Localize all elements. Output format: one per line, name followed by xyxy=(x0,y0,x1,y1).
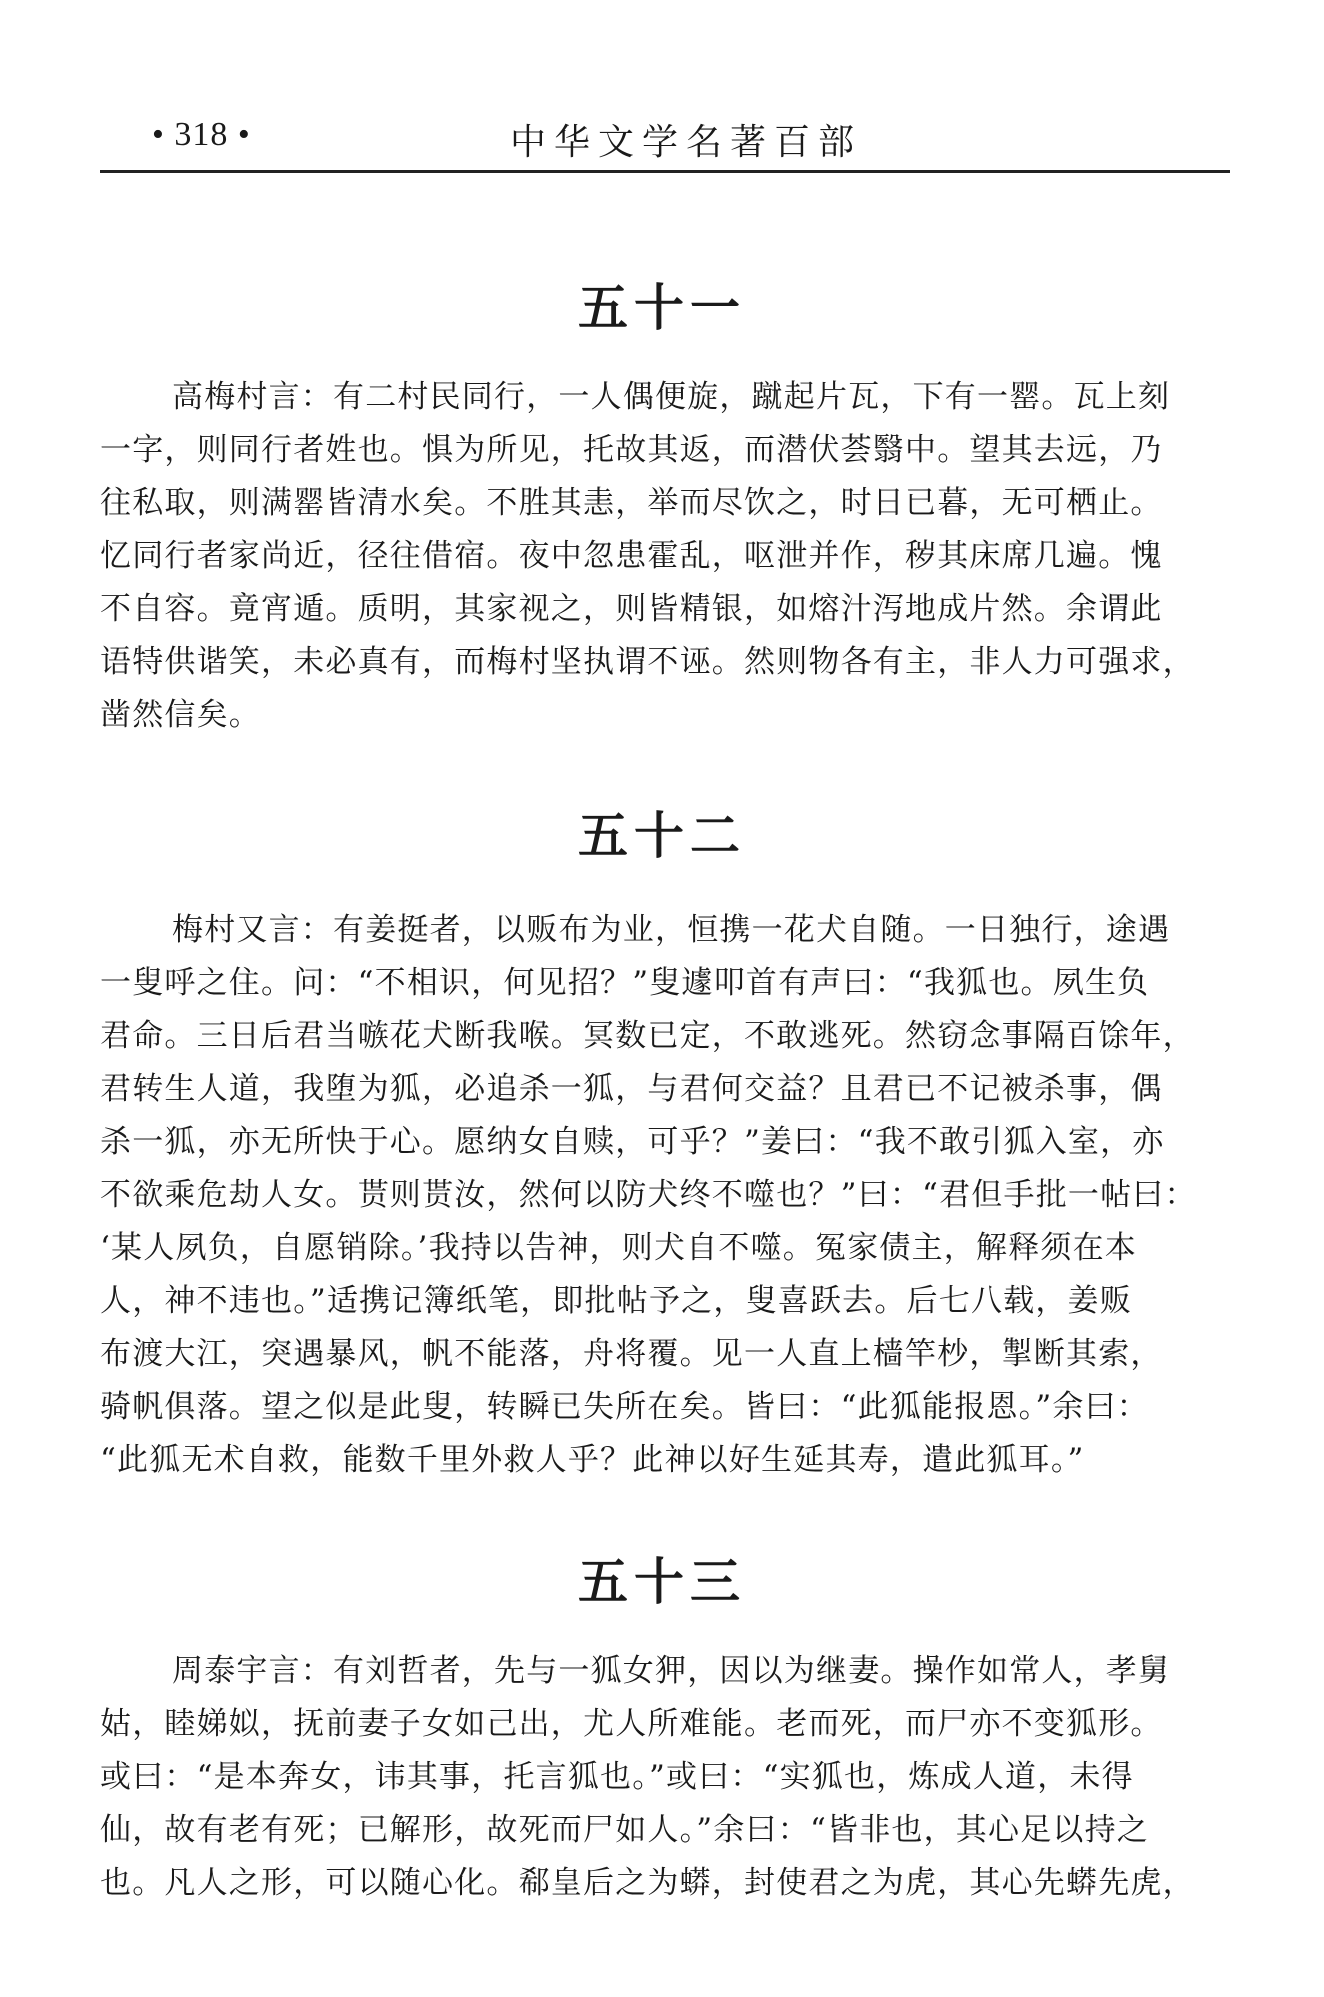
section-title: 五十二 xyxy=(578,807,746,865)
text-line: 不自容。竟宵遁。质明，其家视之，则皆精银，如熔汁泻地成片然。余谓此 xyxy=(100,591,1163,627)
page-number: • 318 • xyxy=(152,116,251,153)
text-line: 一字，则同行者姓也。惧为所见，托故其返，而潜伏荟翳中。望其去远，乃 xyxy=(100,432,1163,468)
text-line: 布渡大江，突遇暴风，帆不能落，舟将覆。见一人直上樯竿杪，掣断其索， xyxy=(100,1336,1163,1372)
text-line: 君转生人道，我堕为狐，必追杀一狐，与君何交益？且君已不记被杀事，偶 xyxy=(100,1071,1163,1107)
text-line: 周泰宇言：有刘哲者，先与一狐女狎，因以为继妻。操作如常人，孝舅 xyxy=(172,1653,1171,1689)
text-line: 一叟呼之住。问：“不相识，何见招？”叟遽叩首有声曰：“我狐也。夙生负 xyxy=(100,965,1150,1001)
header-divider xyxy=(100,170,1230,173)
section-paragraph xyxy=(100,904,1230,1487)
text-line: 往私取，则满罂皆清水矣。不胜其恚，举而尽饮之，时日已暮，无可栖止。 xyxy=(100,485,1163,521)
section-title: 五十一 xyxy=(578,279,746,337)
text-line: “此狐无术自救，能数千里外救人乎？此神以好生延其寿，遣此狐耳。” xyxy=(100,1442,1085,1478)
section-paragraph xyxy=(100,371,1230,742)
text-line: 杀一狐，亦无所快于心。愿纳女自赎，可乎？”姜曰：“我不敢引狐入室，亦 xyxy=(100,1124,1165,1160)
book-title: 中华文学名著百部 xyxy=(510,122,863,163)
text-line: 也。凡人之形，可以随心化。郗皇后之为蟒，封使君之为虎，其心先蟒先虎， xyxy=(100,1865,1195,1901)
text-line: 骑帆俱落。望之似是此叟，转瞬已失所在矣。皆曰：“此狐能报恩。”余曰： xyxy=(100,1389,1149,1425)
text-line: 忆同行者家尚近，径往借宿。夜中忽患霍乱，呕泄并作，秽其床席几遍。愧 xyxy=(100,538,1163,574)
section-title: 五十三 xyxy=(578,1553,746,1611)
text-line: 语特供谐笑，未必真有，而梅村坚执谓不诬。然则物各有主，非人力可强求， xyxy=(100,644,1195,680)
section-paragraph xyxy=(100,1645,1230,1910)
text-line: 凿然信矣。 xyxy=(100,697,261,733)
text-line: ‘某人夙负，自愿销除。’我持以告神，则犬自不噬。冤家债主，解释须在本 xyxy=(100,1230,1138,1266)
text-line: 或曰：“是本奔女，讳其事，托言狐也。”或曰：“实狐也，炼成人道，未得 xyxy=(100,1759,1134,1795)
text-line: 姑，睦娣姒，抚前妻子女如己出，尤人所难能。老而死，而尸亦不变狐形。 xyxy=(100,1706,1163,1742)
text-line: 高梅村言：有二村民同行，一人偶便旋，蹴起片瓦，下有一罂。瓦上刻 xyxy=(172,379,1171,415)
text-line: 君命。三日后君当嗾花犬断我喉。冥数已定，不敢逃死。然窃念事隔百馀年， xyxy=(100,1018,1195,1054)
text-line: 梅村又言：有姜挺者，以贩布为业，恒携一花犬自随。一日独行，途遇 xyxy=(172,912,1171,948)
text-line: 人，神不违也。”适携记簿纸笔，即批帖予之，叟喜跃去。后七八载，姜贩 xyxy=(100,1283,1132,1319)
text-line: 仙，故有老有死；已解形，故死而尸如人。”余曰：“皆非也，其心足以持之 xyxy=(100,1812,1149,1848)
text-line: 不欲乘危劫人女。贳则贳汝，然何以防犬终不噬也？”曰：“君但手批一帖曰： xyxy=(100,1177,1197,1213)
page-header xyxy=(100,108,1230,168)
